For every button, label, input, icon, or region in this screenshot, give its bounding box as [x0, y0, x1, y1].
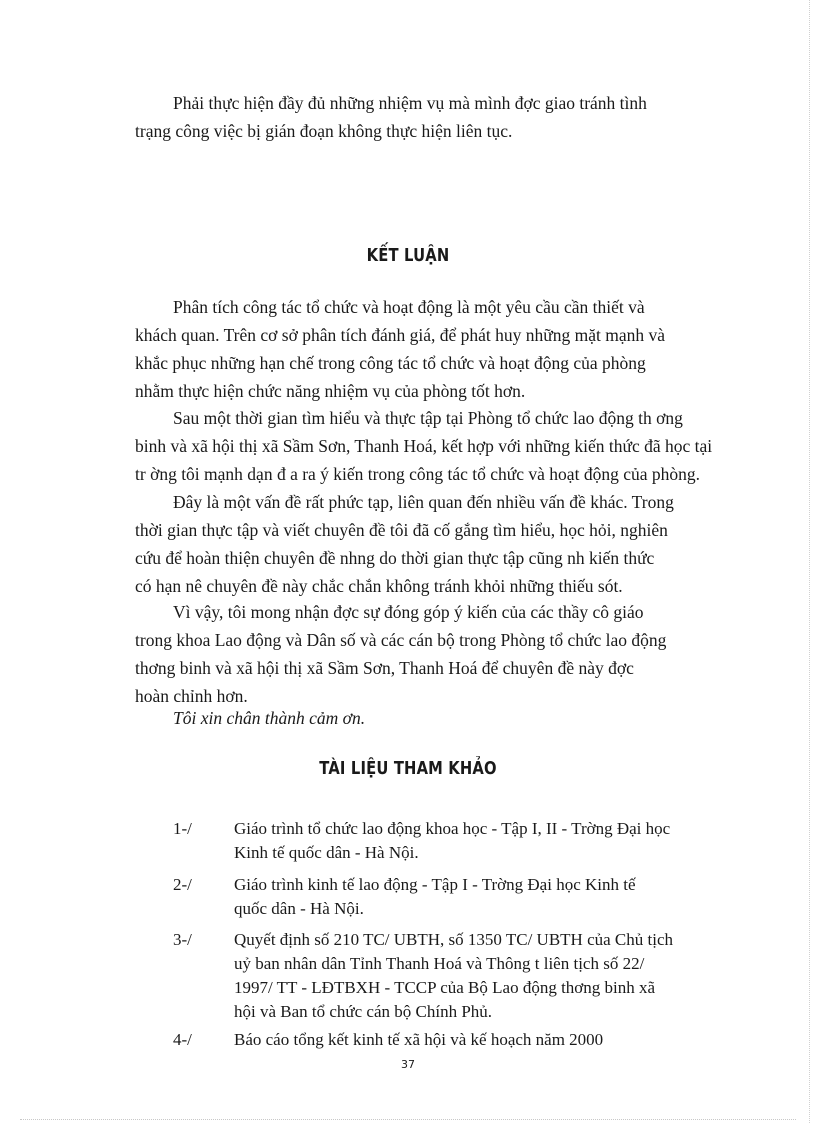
conclusion-paragraph-4 — [135, 598, 739, 710]
references-heading: TÀI LIỆU THAM KHẢO — [319, 758, 497, 779]
reference-number: 1-/ — [173, 819, 192, 838]
closing-thanks: Tôi xin chân thành cảm ơn. — [173, 708, 366, 728]
text-line: uỷ ban nhân dân Tỉnh Thanh Hoá và Thông t liên tịch số 22/ — [234, 954, 645, 973]
text-line: Phải thực hiện đầy đủ những nhiệm vụ mà mình đợc giao tránh tình — [173, 93, 647, 113]
text-line: khắc phục những hạn chế trong công tác tổ chức và hoạt động của phòng — [135, 353, 646, 373]
text-line: hoàn chỉnh hơn. — [135, 686, 248, 706]
reference-number: 4-/ — [173, 1030, 192, 1049]
page-number: 37 — [401, 1058, 415, 1071]
text-line: Vì vậy, tôi mong nhận đợc sự đóng góp ý kiến của các thầy cô giáo — [173, 602, 644, 622]
text-line: Báo cáo tổng kết kinh tế xã hội và kế hoạch năm 2000 — [234, 1030, 604, 1049]
reference-text — [234, 928, 739, 1024]
text-line: Quyết định số 210 TC/ UBTH, số 1350 TC/ UBTH của Chủ tịch — [234, 930, 674, 949]
text-line: Giáo trình tổ chức lao động khoa học - Tập I, II - Trờng Đại học — [234, 819, 671, 838]
intro-paragraph — [135, 89, 739, 145]
reference-text — [234, 873, 739, 921]
text-line: hội và Ban tổ chức cán bộ Chính Phủ. — [234, 1002, 493, 1021]
text-line: tr ờng tôi mạnh dạn đ a ra ý kiến trong công tác tổ chức và hoạt động của phòng. — [135, 464, 700, 484]
bottom-divider — [20, 1119, 796, 1120]
text-line: trạng công việc bị gián đoạn không thực hiện liên tục. — [135, 121, 513, 141]
text-line: cứu để hoàn thiện chuyên đề nhng do thời gian thực tập cũng nh kiến thức — [135, 548, 655, 568]
text-line: Kinh tế quốc dân - Hà Nội. — [234, 843, 419, 862]
text-line: 1997/ TT - LĐTBXH - TCCP của Bộ Lao động thơng binh xã — [234, 978, 656, 997]
text-line: khách quan. Trên cơ sở phân tích đánh giá, để phát huy những mặt mạnh và — [135, 325, 666, 345]
text-line: Đây là một vấn đề rất phức tạp, liên quan đến nhiều vấn đề khác. Trong — [173, 492, 674, 512]
reference-text — [234, 817, 739, 865]
text-line: có hạn nê chuyên đề này chắc chắn không tránh khỏi những thiếu sót. — [135, 576, 623, 596]
reference-text — [234, 1028, 739, 1052]
text-line: nhằm thực hiện chức năng nhiệm vụ của phòng tốt hơn. — [135, 381, 526, 401]
text-line: Sau một thời gian tìm hiểu và thực tập tại Phòng tổ chức lao động th ơng — [173, 408, 683, 428]
text-line: binh và xã hội thị xã Sầm Sơn, Thanh Hoá, kết hợp với những kiến thức đã học tại — [135, 436, 713, 456]
conclusion-heading: KẾT LUẬN — [366, 245, 450, 266]
text-line: quốc dân - Hà Nội. — [234, 899, 364, 918]
text-line: thơng binh và xã hội thị xã Sầm Sơn, Thanh Hoá để chuyên đề này đợc — [135, 658, 634, 678]
text-line: thời gian thực tập và viết chuyên đề tôi đã cố gắng tìm hiểu, học hỏi, nghiên — [135, 520, 668, 540]
text-line: Giáo trình kinh tế lao động - Tập I - Trờng Đại học Kinh tế — [234, 875, 636, 894]
conclusion-paragraph-2 — [135, 404, 739, 488]
right-divider — [809, 0, 810, 1123]
reference-number: 2-/ — [173, 875, 192, 894]
reference-number: 3-/ — [173, 930, 192, 949]
text-line: trong khoa Lao động và Dân số và các cán bộ trong Phòng tổ chức lao động — [135, 630, 667, 650]
conclusion-paragraph-3 — [135, 488, 739, 600]
conclusion-paragraph-1 — [135, 293, 739, 405]
text-line: Phân tích công tác tổ chức và hoạt động là một yêu cầu cần thiết và — [173, 297, 645, 317]
